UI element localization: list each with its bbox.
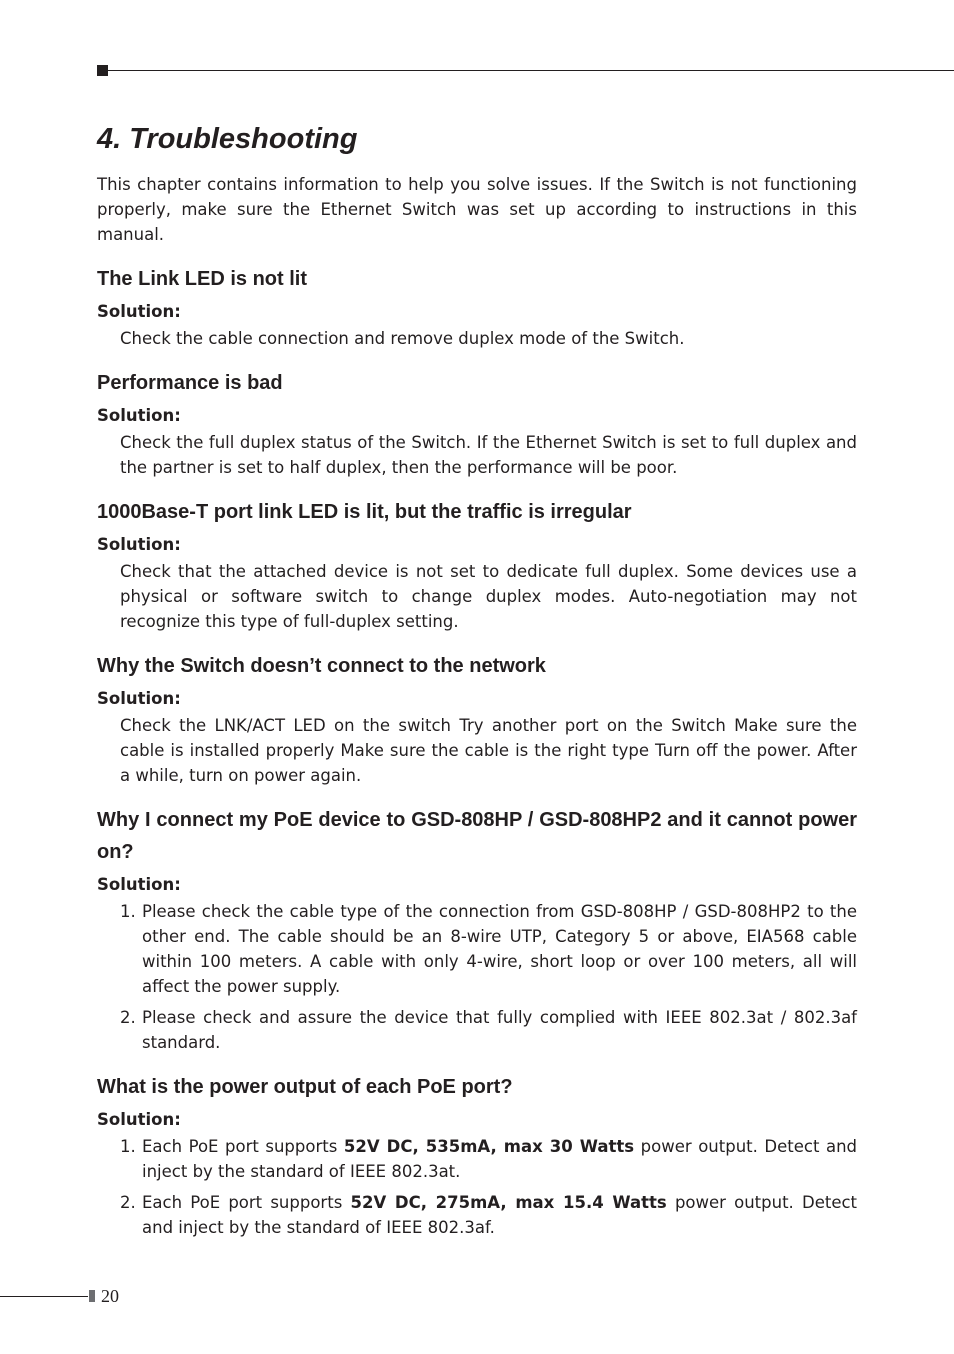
section-link-led [97, 263, 857, 351]
footer-mark [89, 1290, 95, 1302]
solution-text: Check the full duplex status of the Switch. If the Ethernet Switch is set to full duplex and the partner is set to half duplex, then the performance will be poor. [120, 433, 857, 477]
section-heading: 1000Base-T port link LED is lit, but the traffic is irregular [97, 501, 632, 523]
list-item-text: Each PoE port supports [142, 1193, 351, 1212]
section-heading: The Link LED is not lit [97, 268, 307, 290]
list-item [120, 1134, 857, 1184]
solution-text: Check the LNK/ACT LED on the switch Try another port on the Switch Make sure the cable is installed properly Make sure the cable is the right type Turn off the power. After a while, turn on power again. [120, 716, 857, 785]
solution-label: Solution: [97, 1110, 181, 1129]
list-item-text: Please check and assure the device that fully complied with IEEE 802.3at / 802.3af standard. [142, 1008, 857, 1052]
section-heading: Why I connect my PoE device to GSD-808HP / GSD-808HP2 and it cannot power on? [97, 809, 857, 863]
solution-label: Solution: [97, 689, 181, 708]
list-item-text: power output. Detect and inject by the standard of IEEE 802.3at. [142, 1137, 857, 1181]
solution-label: Solution: [97, 875, 181, 894]
list-number: 2. [120, 1008, 136, 1027]
section-heading: Why the Switch doesn’t connect to the network [97, 655, 546, 677]
section-poe-output [97, 1071, 857, 1240]
power-spec: 52V DC, 535mA, max 30 Watts [343, 1137, 635, 1156]
section-heading: What is the power output of each PoE port? [97, 1076, 513, 1098]
chapter-title: 4. Troubleshooting [97, 123, 358, 155]
section-heading: Performance is bad [97, 372, 283, 394]
solution-text: Check that the attached device is not set to dedicate full duplex. Some devices use a physical or software switch to change duplex modes. Auto-negotiation may not recognize this type of full-duplex setting. [120, 562, 857, 631]
header-square-mark [97, 65, 108, 76]
list-number: 1. [120, 902, 136, 921]
list-item [120, 1005, 857, 1055]
list-item-text: power output. Detect and inject by the standard of IEEE 802.3af. [142, 1193, 858, 1237]
list-item [120, 899, 857, 999]
list-number: 2. [120, 1193, 136, 1212]
list-item [120, 1190, 857, 1240]
solution-label: Solution: [97, 535, 181, 554]
solution-text: Check the cable connection and remove duplex mode of the Switch. [120, 329, 685, 348]
header-rule [108, 70, 954, 71]
list-item-text: Each PoE port supports [142, 1137, 344, 1156]
page-number: 20 [101, 1286, 119, 1306]
section-performance [97, 367, 857, 480]
power-spec: 52V DC, 275mA, max 15.4 Watts [350, 1193, 667, 1212]
list-number: 1. [120, 1137, 136, 1156]
section-network [97, 650, 857, 788]
solution-label: Solution: [97, 406, 181, 425]
solution-label: Solution: [97, 302, 181, 321]
section-traffic-irregular [97, 496, 857, 634]
section-poe-power-on [97, 804, 857, 1055]
footer-rule [0, 1296, 88, 1297]
chapter-intro: This chapter contains information to help you solve issues. If the Switch is not functioning properly, make sure the Ethernet Switch was set up according to instructions in this manual. [97, 175, 857, 244]
solution-list [97, 899, 857, 1055]
list-item-text: Please check the cable type of the connection from GSD-808HP / GSD-808HP2 to the other end. The cable should be an 8-wire UTP, Category 5 or above, EIA568 cable within 100 meters. A cable with only 4-wire, short loop or over 100 meters, all will affect the power supply. [142, 902, 857, 996]
page-content [97, 118, 857, 1256]
solution-list [97, 1134, 857, 1240]
